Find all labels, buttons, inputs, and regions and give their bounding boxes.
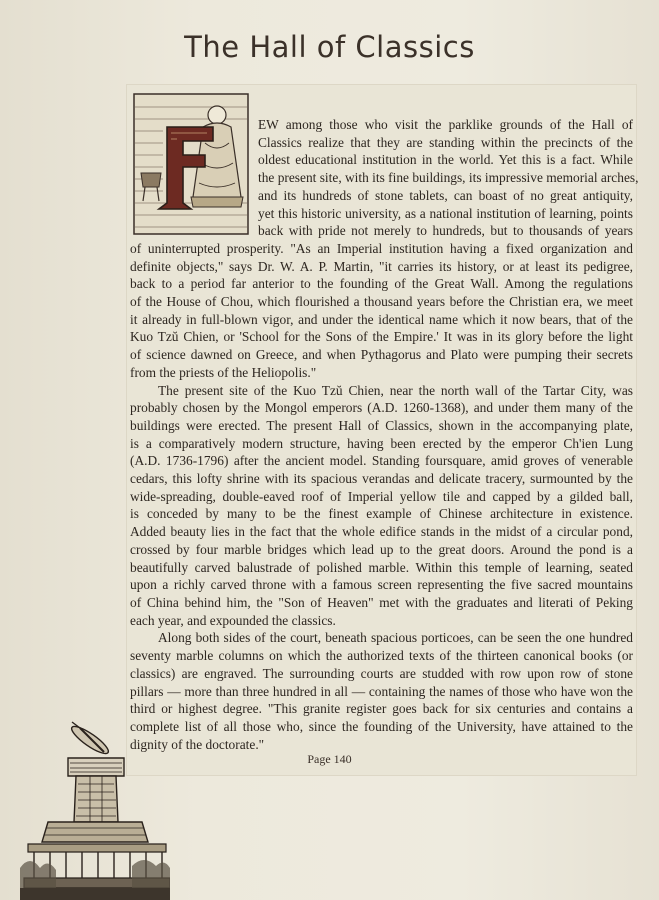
text-line: Kuo Tzŭ Chien, or 'School for the Sons of the Empire.' It was in its glory before the light [130,329,633,345]
text-line: wide-spreading, double-eaved roof of Imperial yellow tile and capped by a gilded ball, [130,488,633,504]
text-line: of the House of Chou, which flourished a thousand years before the Christian era, we meet [130,294,633,310]
paragraph-1 [130,116,639,382]
text-line: pillars — more than three hundred in all — containing the names of those who have won the [130,683,633,699]
text-line: Added beauty lies in the fact that the whole edifice stands in the midst of a circular pond, [130,524,633,540]
paragraph-2 [130,382,633,630]
text-line: dignity of the doctorate." [130,736,265,752]
text-line: buildings were erected. The present Hall of Classics, shown in the accompanying plate, [130,417,633,433]
text-line: is a comparatively modern structure, having been erected by the emperor Ch'ien Lung [130,435,633,451]
text-line: cedars, this lofty shrine with its spacious verandas and delicate tracery, surmounted by the [130,471,633,487]
sundial-illustration [20,718,170,900]
text-line: it already in full-blown vigor, and under the identical name which it now bears, that of the [130,311,633,327]
article-text [130,116,639,753]
text-line: is conceded by many to be the finest example of Chinese architecture in existence. [130,506,633,522]
text-line: definite objects," says Dr. W. A. P. Martin, "it carries its history, or at least its pedigree, [130,258,633,274]
text-line: seventy marble columns on which the authorized texts of the thirteen canonical books (or [130,648,633,664]
text-line: third or highest degree. "This granite register goes back for six centuries and contains a [130,701,633,717]
text-line: yet this historic university, as a national institution of learning, points [258,205,633,221]
text-line: of China behind him, the "Son of Heaven" met with the graduates and literati of Peking [130,594,633,610]
text-line: of uninterrupted prosperity. "As an Imperial institution having a fixed organization and [130,240,633,256]
text-line: back with pride not merely to hundreds, but to thousands of years [258,223,633,239]
text-line: each year, and expounded the classics. [130,612,336,628]
text-line: complete list of all those who, since the founding of the University, have attained to the [130,718,633,734]
text-line: Along both sides of the court, beneath spacious porticoes, can be seen the one hundred [158,630,633,646]
text-line: beautifully carved balustrade of polished marble. Within this temple of learning, seated [130,559,633,575]
page-number: Page 140 [307,752,352,766]
paragraph-3 [130,629,633,753]
text-line: oldest educational institution in the world. Yet this is a fact. While [258,152,633,168]
text-line: and its hundreds of stone tablets, can boast of no great antiquity, [258,187,633,203]
text-line: classics) are engraved. The surrounding courts are studded with row upon row of stone [130,665,633,681]
text-line: back to a period far anterior to the founding of the Great Wall. Among the regulations [130,276,633,292]
page-title: The Hall of Classics [184,30,475,64]
text-line: (A.D. 1736-1796) after the ancient model. Standing foursquare, amid groves of venerable [130,453,633,469]
text-line: The present site of the Kuo Tzŭ Chien, near the north wall of the Tartar City, was [158,382,633,398]
text-line: upon a richly carved throne with a famous screen representing the five sacred mountains [130,577,633,593]
text-line: of science dawned on Greece, and when Pythagorus and Plato were pumping their secrets [130,347,633,363]
text-line: crossed by four marble bridges which lead up to the great doors. Around the pond is a [130,541,633,557]
text-line: from the priests of the Heliopolis." [130,364,317,380]
text-line: the present site, with its fine buildings, its impressive memorial arches, [258,170,639,186]
text-line: EW among those who visit the parklike grounds of the Hall of [258,117,633,132]
text-line: probably chosen by the Mongol emperors (A.D. 1260-1368), and under them many of the [130,400,633,416]
text-line: Classics realize that they are standing within the precincts of the [258,134,633,150]
